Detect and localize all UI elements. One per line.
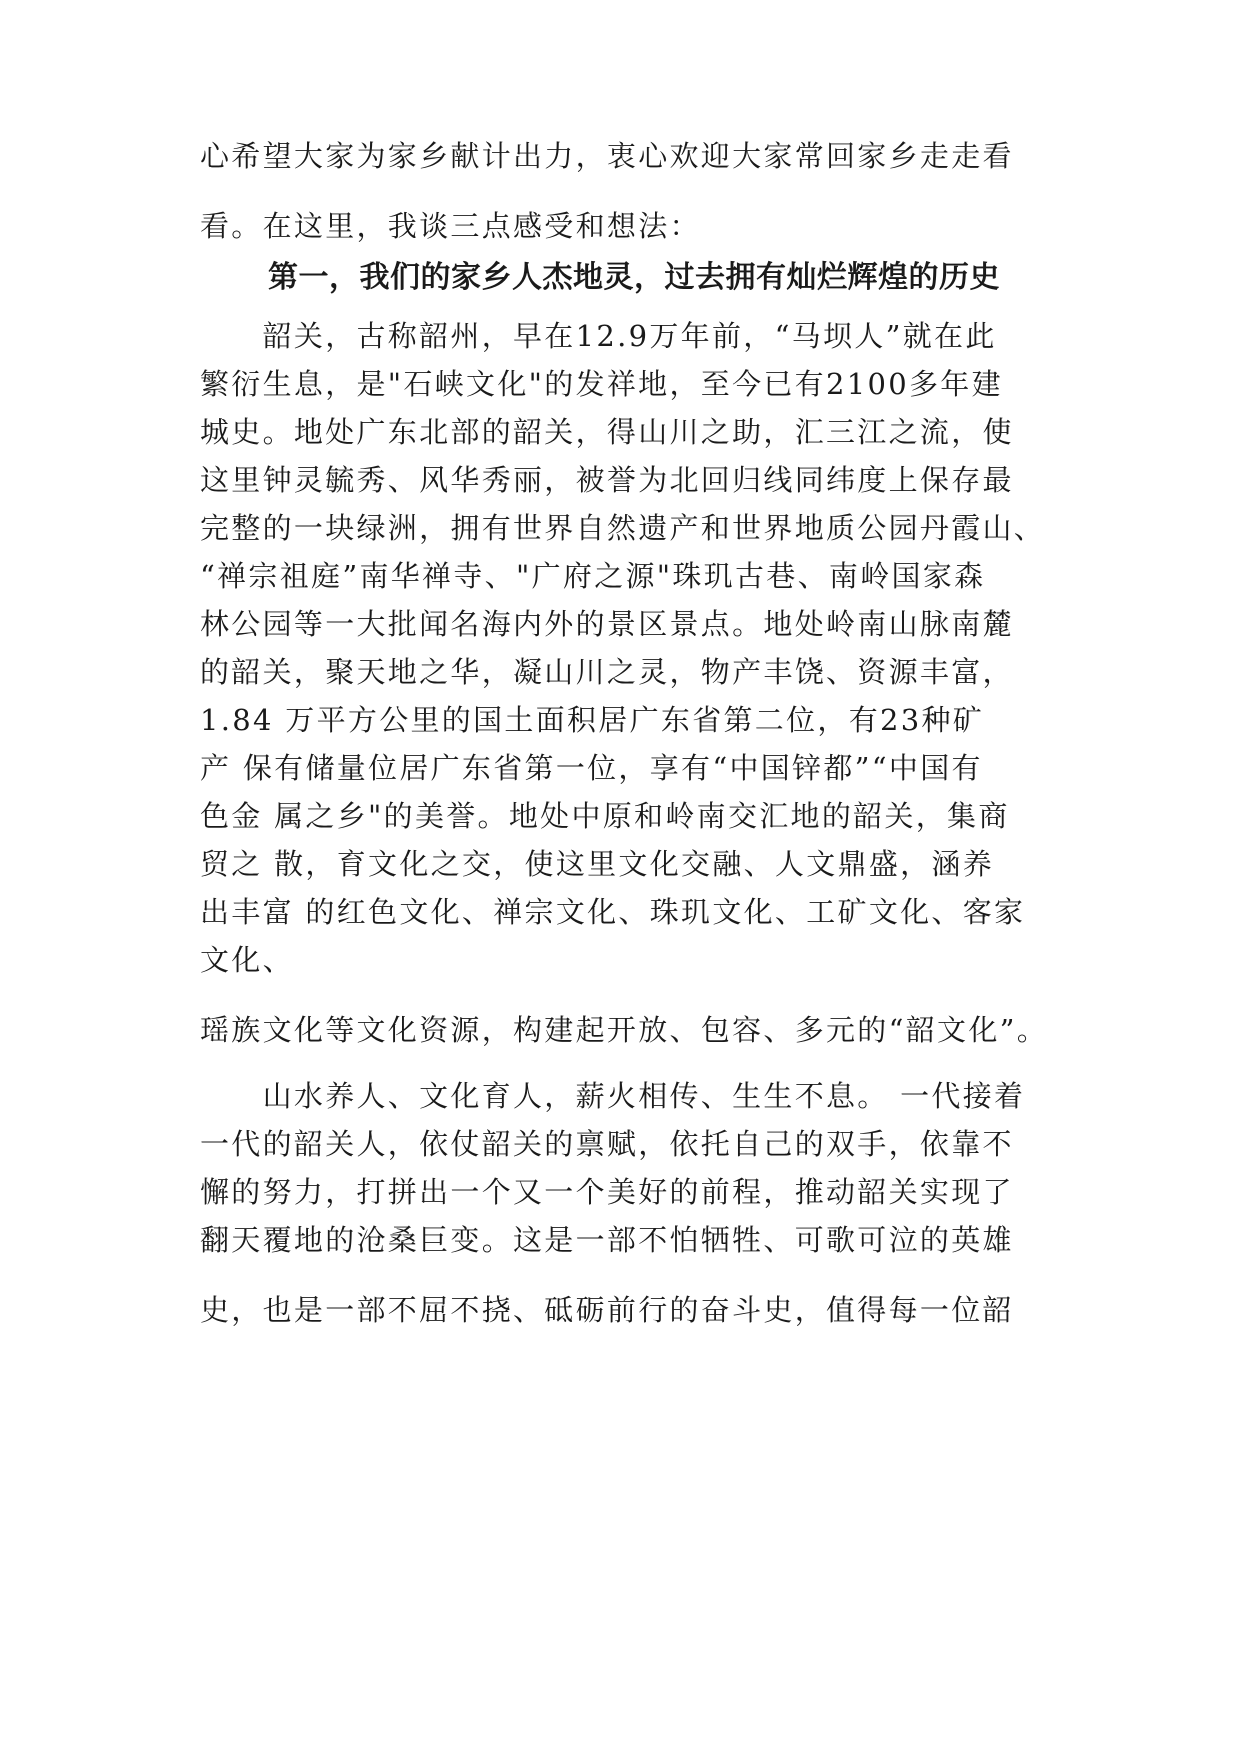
body-line: 懈的努力，打拼出一个又一个美好的前程，推动韶关实现了 (200, 1175, 1014, 1209)
body-line: 出丰富 的红色文化、禅宗文化、珠玑文化、工矿文化、客家 (200, 895, 1026, 929)
body-line: 翻天覆地的沧桑巨变。这是一部不怕牺牲、可歌可泣的英雄 (200, 1223, 1014, 1257)
body-line: 繁衍生息，是"石峡文化"的发祥地，至今已有2100多年建 (200, 367, 1003, 401)
body-line: 文化、 (200, 943, 294, 977)
body-line: 山水养人、文化育人，薪火相传、生生不息。 一代接着 (200, 1079, 1026, 1113)
body-line: 看。在这里，我谈三点感受和想法： (200, 209, 701, 243)
body-line: 史，也是一部不屈不挠、砥砺前行的奋斗史，值得每一位韶 (200, 1293, 1014, 1327)
body-line: 产 保有储量位居广东省第一位，享有“中国锌都”“中国有 (200, 751, 983, 785)
body-line: 城史。地处广东北部的韶关，得山川之助，汇三江之流，使 (200, 415, 1014, 449)
body-line: 一代的韶关人，依仗韶关的禀赋，依托自己的双手，依靠不 (200, 1127, 1014, 1161)
body-line: 色金 属之乡"的美誉。地处中原和岭南交汇地的韶关，集商 (200, 799, 1010, 833)
body-line: 瑶族文化等文化资源，构建起开放、包容、多元的“韶文化”。 (200, 1013, 1049, 1047)
body-line: “禅宗祖庭”南华禅寺、"广府之源"珠玑古巷、南岭国家森 (200, 559, 986, 593)
body-line: 的韶关，聚天地之华，凝山川之灵，物产丰饶、资源丰富， (200, 655, 1014, 689)
body-line: 心希望大家为家乡献计出力，衷心欢迎大家常回家乡走走看 (200, 139, 1014, 173)
body-line: 1.84 万平方公里的国土面积居广东省第二位，有23种矿 (200, 703, 985, 737)
body-line: 完整的一块绿洲，拥有世界自然遗产和世界地质公园丹霞山、 (200, 511, 1046, 545)
section-heading: 第一，我们的家乡人杰地灵，过去拥有灿烂辉煌的历史 (268, 260, 1000, 295)
body-line: 贸之 散，育文化之交，使这里文化交融、人文鼎盛，涵养 (200, 847, 995, 881)
body-line: 韶关，古称韶州，早在12.9万年前，“马坝人”就在此 (200, 319, 997, 353)
body-line: 这里钟灵毓秀、风华秀丽，被誉为北回归线同纬度上保存最 (200, 463, 1014, 497)
body-line: 林公园等一大批闻名海内外的景区景点。地处岭南山脉南麓 (200, 607, 1014, 641)
